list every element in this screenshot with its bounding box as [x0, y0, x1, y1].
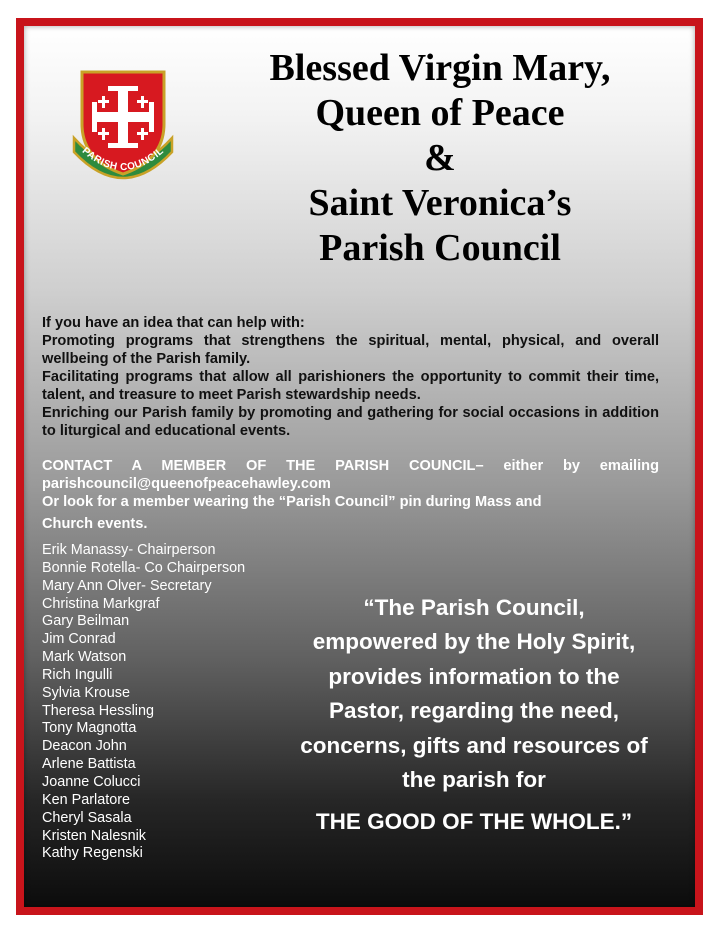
contact-events-text: Church events. [42, 516, 148, 532]
member-item: Theresa Hessling [42, 702, 154, 719]
contact-email-text: CONTACT A MEMBER OF THE PARISH COUNCIL– either by emailing parishcouncil@queenofpeacehawley.com [42, 458, 659, 492]
member-item: Mary Ann Olver- Secretary [42, 577, 212, 594]
title-line-2: Queen of Peace [315, 92, 565, 134]
intro-item-enriching: Enriching our Parish family by promoting and gathering for social occasions in addition to liturgical and educational events. [42, 405, 659, 439]
member-item: Christina Markgraf [42, 595, 160, 612]
intro-section [42, 314, 659, 440]
mission-quote [268, 591, 680, 840]
member-item: Arlene Battista [42, 756, 136, 773]
member-list [42, 542, 292, 863]
member-item: Sylvia Krouse [42, 684, 130, 701]
title-line-1: Blessed Virgin Mary, [269, 47, 611, 89]
member-item: Bonnie Rotella- Co Chairperson [42, 559, 246, 576]
logo-banner-text: PARISH COUNCIL [79, 145, 167, 174]
intro-lead: If you have an idea that can help with: [42, 315, 305, 331]
intro-item-facilitating: Facilitating programs that allow all parishioners the opportunity to commit their time, talent, and treasure to meet Parish stewardship needs. [42, 369, 659, 403]
intro-item-promoting: Promoting programs that strengthens the spiritual, mental, physical, and overall wellbeing of the Parish family. [42, 333, 659, 367]
page-title [230, 46, 650, 271]
member-item: Mark Watson [42, 649, 127, 666]
quote-line: provides information to the [328, 663, 620, 689]
member-item: Kristen Nalesnik [42, 827, 146, 844]
quote-line: the parish for [402, 767, 546, 793]
member-item: Deacon John [42, 738, 127, 755]
title-line-5: Parish Council [319, 227, 561, 269]
contact-pin-text: Or look for a member wearing the “Parish Council” pin during Mass and [42, 494, 542, 510]
member-item: Kathy Regenski [42, 845, 143, 862]
quote-line: “The Parish Council, [363, 595, 585, 620]
member-item: Erik Manassy- Chairperson [42, 542, 216, 558]
member-item: Ken Parlatore [42, 791, 130, 808]
quote-line: empowered by the Holy Spirit, [312, 629, 636, 655]
title-line-4: Saint Veronica’s [308, 182, 572, 224]
member-item: Gary Beilman [42, 613, 130, 630]
member-item: Jim Conrad [42, 631, 116, 648]
quote-line: Pastor, regarding the need, [328, 698, 620, 724]
parish-council-shield-logo [68, 68, 178, 186]
member-item: Joanne Colucci [42, 773, 141, 790]
quote-closing-line: THE GOOD OF THE WHOLE.” [315, 809, 633, 835]
quote-line: concerns, gifts and resources of [300, 732, 648, 758]
member-item: Tony Magnotta [42, 720, 137, 737]
title-line-3: & [424, 137, 456, 179]
contact-section [42, 457, 659, 535]
member-item: Cheryl Sasala [42, 809, 132, 826]
member-item: Rich Ingulli [42, 666, 113, 683]
shield-icon [68, 68, 178, 186]
